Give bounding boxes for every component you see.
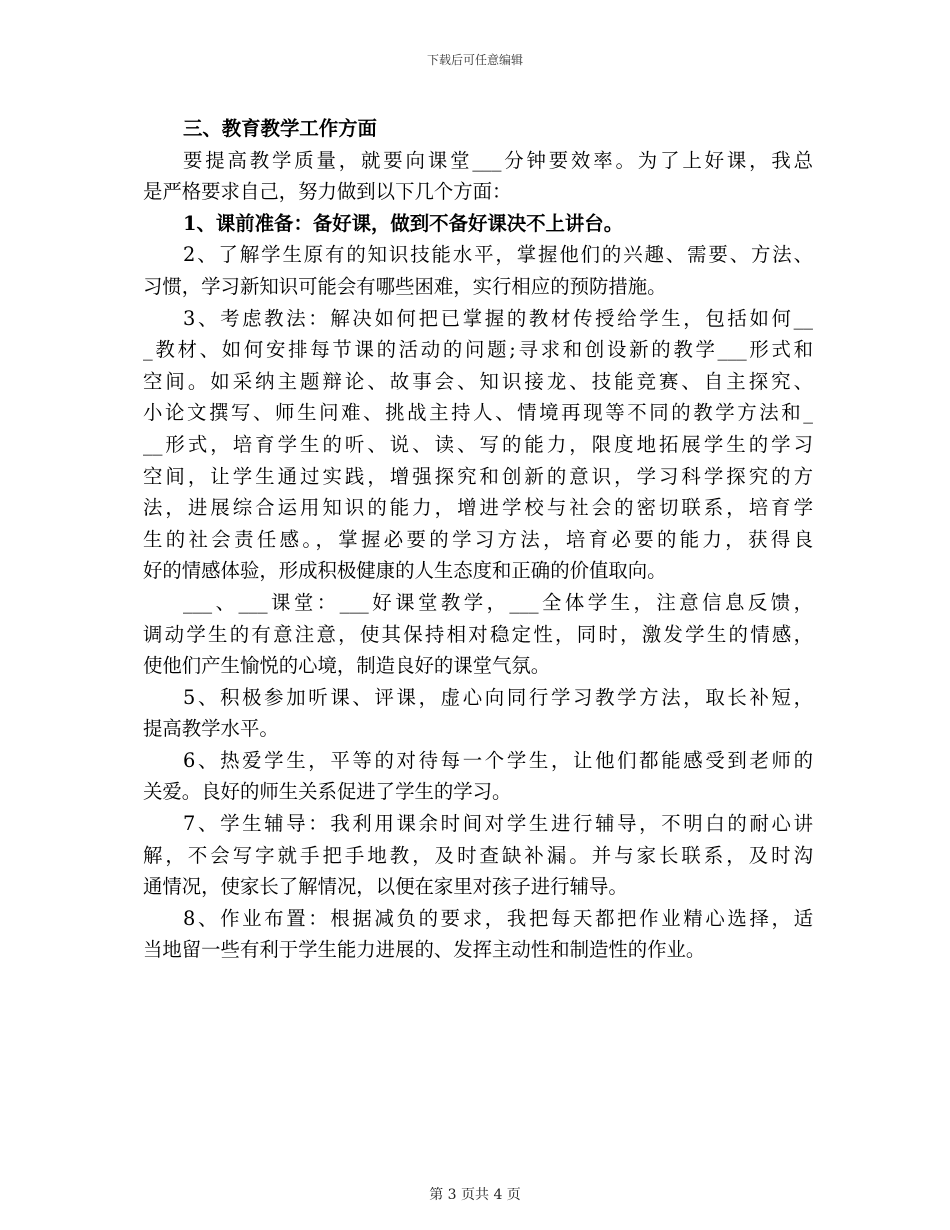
section-heading-line: 三、教育教学工作方面	[183, 117, 377, 140]
body-text-line: 要提高教学质量，就要向课堂___分钟要效率。为了上好课，我总	[183, 148, 813, 172]
body-text-line: 6、热爱学生，平等的对待每一个学生，让他们都能感受到老师的	[183, 748, 813, 772]
body-text-line: 好的情感体验，形成积极健康的人生态度和正确的价值取向。	[143, 559, 667, 583]
body-text-line: 8、作业布置：根据减负的要求，我把每天都把作业精心选择，适	[183, 906, 813, 930]
body-text-line: _教材、如何安排每节课的活动的问题;寻求和创设新的教学___形式和	[143, 338, 813, 362]
body-text-line: 提高教学水平。	[143, 717, 279, 741]
body-text-line: 5、积极参加听课、评课，虚心向同行学习教学方法，取长补短，	[183, 685, 813, 709]
body-text-line: __形式，培育学生的听、说、读、写的能力，限度地拓展学生的学习	[143, 432, 813, 456]
body-text-line: 生的社会责任感。，掌握必要的学习方法，培育必要的能力，获得良	[143, 527, 813, 551]
body-text-line: 调动学生的有意注意，使其保持相对稳定性，同时，激发学生的情感，	[143, 622, 813, 646]
page-footer: 第 3 页共 4 页	[429, 1187, 521, 1203]
body-text-line: 法，进展综合运用知识的能力，增进学校与社会的密切联系，培育学	[143, 496, 813, 520]
body-text-line: 3、考虑教法：解决如何把已掌握的教材传授给学生，包括如何__	[183, 306, 813, 330]
body-text-line: 7、学生辅导：我利用课余时间对学生进行辅导，不明白的耐心讲	[183, 812, 813, 836]
body-text-line: 习惯，学习新知识可能会有哪些困难，实行相应的预防措施。	[143, 274, 667, 298]
body-text-line: 2、了解学生原有的知识技能水平，掌握他们的兴趣、需要、方法、	[183, 243, 813, 267]
body-text-line: 空间，让学生通过实践，增强探究和创新的意识，学习科学探究的方	[143, 464, 813, 488]
body-text-line: 是严格要求自己，努力做到以下几个方面：	[143, 180, 512, 204]
body-text-line: 小论文撰写、师生问难、挑战主持人、情境再现等不同的教学方法和_	[143, 401, 813, 425]
section-heading-line: 1、课前准备：备好课，做到不备好课决不上讲台。	[183, 211, 624, 235]
body-text-line: 解，不会写字就手把手地教，及时查缺补漏。并与家长联系，及时沟	[143, 843, 813, 867]
body-text-line: 当地留一些有利于学生能力进展的、发挥主动性和制造性的作业。	[143, 938, 706, 962]
body-text-line: 关爱。良好的师生关系促进了学生的学习。	[143, 780, 512, 804]
body-text-line: ___、___课堂：___好课堂教学，___全体学生，注意信息反馈，	[183, 590, 813, 614]
body-text-line: 使他们产生愉悦的心境，制造良好的课堂气氛。	[143, 654, 551, 678]
document-body	[143, 113, 813, 966]
page-header: 下载后可任意编辑	[426, 53, 523, 67]
body-text-line: 通情况，使家长了解情况，以便在家里对孩子进行辅导。	[143, 875, 628, 899]
body-text-line: 空间。如采纳主题辩论、故事会、知识接龙、技能竞赛、自主探究、	[143, 369, 813, 393]
